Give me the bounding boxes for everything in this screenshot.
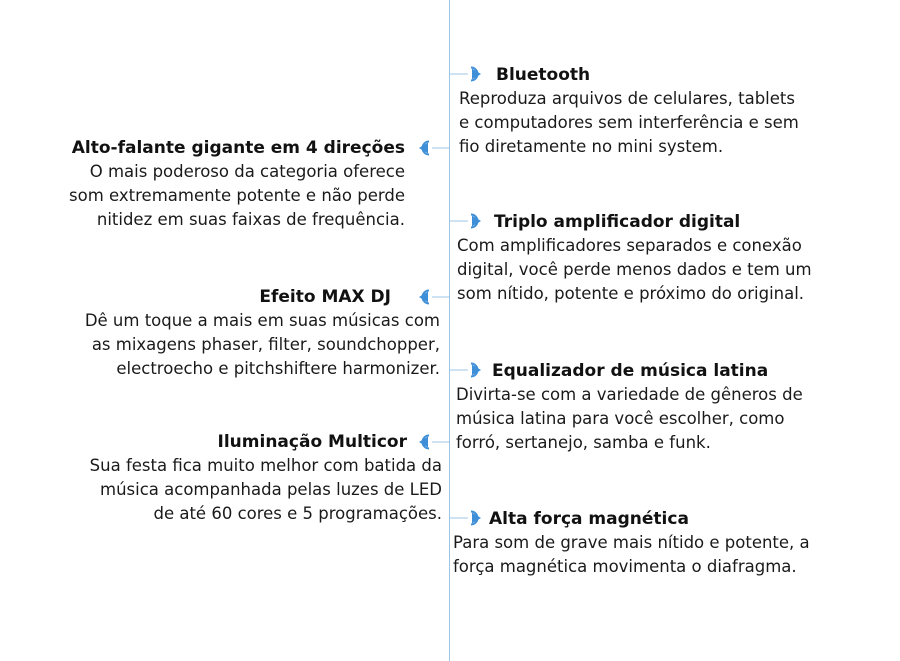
feature-left-0 bbox=[0, 136, 405, 232]
feature-title: Equalizador de música latina bbox=[492, 361, 769, 381]
feature-description: Reproduza arquivos de celulares, tablets e computadores sem interferência e sem fio diretamente no mini system. bbox=[459, 89, 799, 156]
chevron-bullet-icon bbox=[450, 362, 484, 378]
feature-left-1-title-wrap bbox=[0, 285, 391, 309]
feature-title: Alto-falante gigante em 4 direções bbox=[71, 138, 405, 158]
feature-left-1 bbox=[0, 309, 440, 381]
feature-title: Iluminação Multicor bbox=[217, 432, 407, 452]
feature-right-1 bbox=[457, 234, 893, 306]
feature-description: Para som de grave mais nítido e potente, a força magnética movimenta o diafragma. bbox=[453, 533, 810, 576]
feature-title: Alta força magnética bbox=[489, 509, 689, 529]
center-divider-line bbox=[449, 0, 450, 661]
feature-description: Divirta-se com a variedade de gêneros de música latina para você escolher, como forró, sertanejo, samba e funk. bbox=[456, 385, 803, 452]
chevron-bullet-icon bbox=[450, 510, 484, 526]
feature-left-2 bbox=[2, 454, 442, 526]
feature-right-0 bbox=[459, 87, 889, 159]
feature-title: Efeito MAX DJ bbox=[259, 287, 391, 307]
feature-right-0-title-wrap bbox=[496, 63, 590, 87]
feature-right-3-title-wrap bbox=[489, 507, 689, 531]
chevron-bullet-icon bbox=[450, 66, 484, 82]
chevron-bullet-icon bbox=[416, 434, 450, 450]
chevron-bullet-icon bbox=[416, 140, 450, 156]
feature-right-2-title-wrap bbox=[492, 359, 768, 383]
chevron-bullet-icon bbox=[416, 289, 450, 305]
feature-description: Sua festa fica muito melhor com batida da música acompanhada pelas luzes de LED de até 60 cores e 5 programações. bbox=[89, 456, 442, 523]
feature-right-1-title-wrap bbox=[494, 210, 740, 234]
feature-right-3 bbox=[453, 531, 893, 579]
feature-title: Bluetooth bbox=[496, 65, 591, 85]
feature-description: Com amplificadores separados e conexão digital, você perde menos dados e tem um som nítido, potente e próximo do original. bbox=[457, 236, 812, 303]
feature-description: Dê um toque a mais em suas músicas com as mixagens phaser, filter, soundchopper, electroecho e pitchshiftere harmonizer. bbox=[84, 311, 440, 378]
feature-right-2 bbox=[456, 383, 892, 455]
chevron-bullet-icon bbox=[450, 213, 484, 229]
feature-description: O mais poderoso da categoria oferece som extremamente potente e não perde nitidez em suas faixas de frequência. bbox=[69, 162, 405, 229]
feature-left-2-title-wrap bbox=[0, 430, 407, 454]
feature-title: Triplo amplificador digital bbox=[494, 212, 741, 232]
